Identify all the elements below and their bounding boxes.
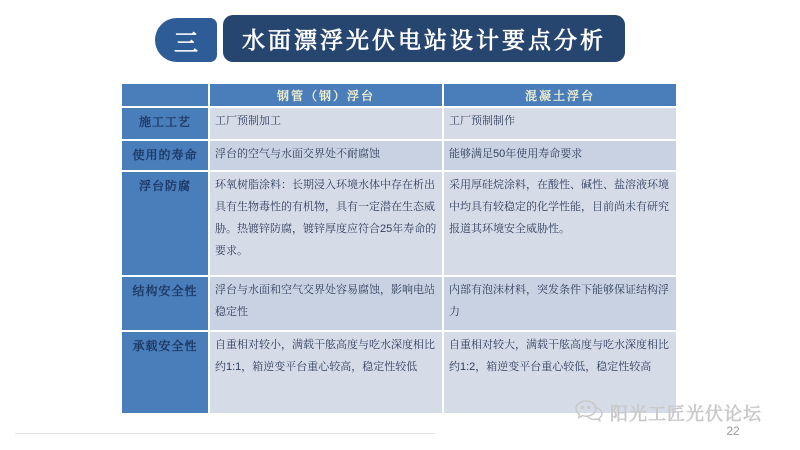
column-header-steel: 钢管（钢）浮台 [210,84,442,106]
table-row-lifespan [122,141,676,170]
row-label: 承载安全性 [122,332,208,413]
section-number-badge [155,18,217,62]
table-cell-concrete: 工厂预制制作 [444,108,676,139]
comparison-table [120,82,678,415]
chat-bubbles-icon [574,399,604,428]
row-label: 结构安全性 [122,277,208,330]
table-cell-concrete: 自重相对较大，满载干舷高度与吃水深度相比约1:2，箱逆变平台重心较低，稳定性较高 [444,332,676,413]
table-cell-steel: 自重相对较小，满载干舷高度与吃水深度相比约1:1，箱逆变平台重心较高，稳定性较低 [210,332,442,413]
table-cell-steel: 浮台的空气与水面交界处不耐腐蚀 [210,141,442,170]
section-number: 三 [174,27,198,57]
column-header-concrete: 混凝土浮台 [444,84,676,106]
table-cell-concrete: 内部有泡沫材料，突发条件下能够保证结构浮力 [444,277,676,330]
table-row-anticorrosion [122,172,676,275]
row-label: 使用的寿命 [122,141,208,170]
row-label: 施工工艺 [122,108,208,139]
page-title: 水面漂浮光伏电站设计要点分析 [242,27,606,54]
table-cell-steel: 环氧树脂涂料：长期浸入环境水体中存在析出具有生物毒性的有机物，具有一定潜在生态威胁。热镀锌防腐，镀锌厚度应符合25年寿命的要求。 [210,172,442,275]
title-box [223,15,625,62]
table-cell-steel: 工厂预制加工 [210,108,442,139]
page-number: 22 [726,424,740,438]
footer-divider [15,433,435,434]
forum-name: 阳光工匠光伏论坛 [610,404,762,424]
table-cell-concrete: 采用厚硅烷涂料，在酸性、碱性、盐溶液环境中均具有较稳定的化学性能，目前尚未有研究报道其环境安全威胁性。 [444,172,676,275]
table-corner-cell [122,84,208,106]
table-cell-steel: 浮台与水面和空气交界处容易腐蚀，影响电站稳定性 [210,277,442,330]
table-row-construction [122,108,676,139]
row-label: 浮台防腐 [122,172,208,275]
forum-watermark [574,400,762,426]
table-row-structural-safety [122,277,676,330]
table-header-row [122,84,676,106]
table-cell-concrete: 能够满足50年使用寿命要求 [444,141,676,170]
